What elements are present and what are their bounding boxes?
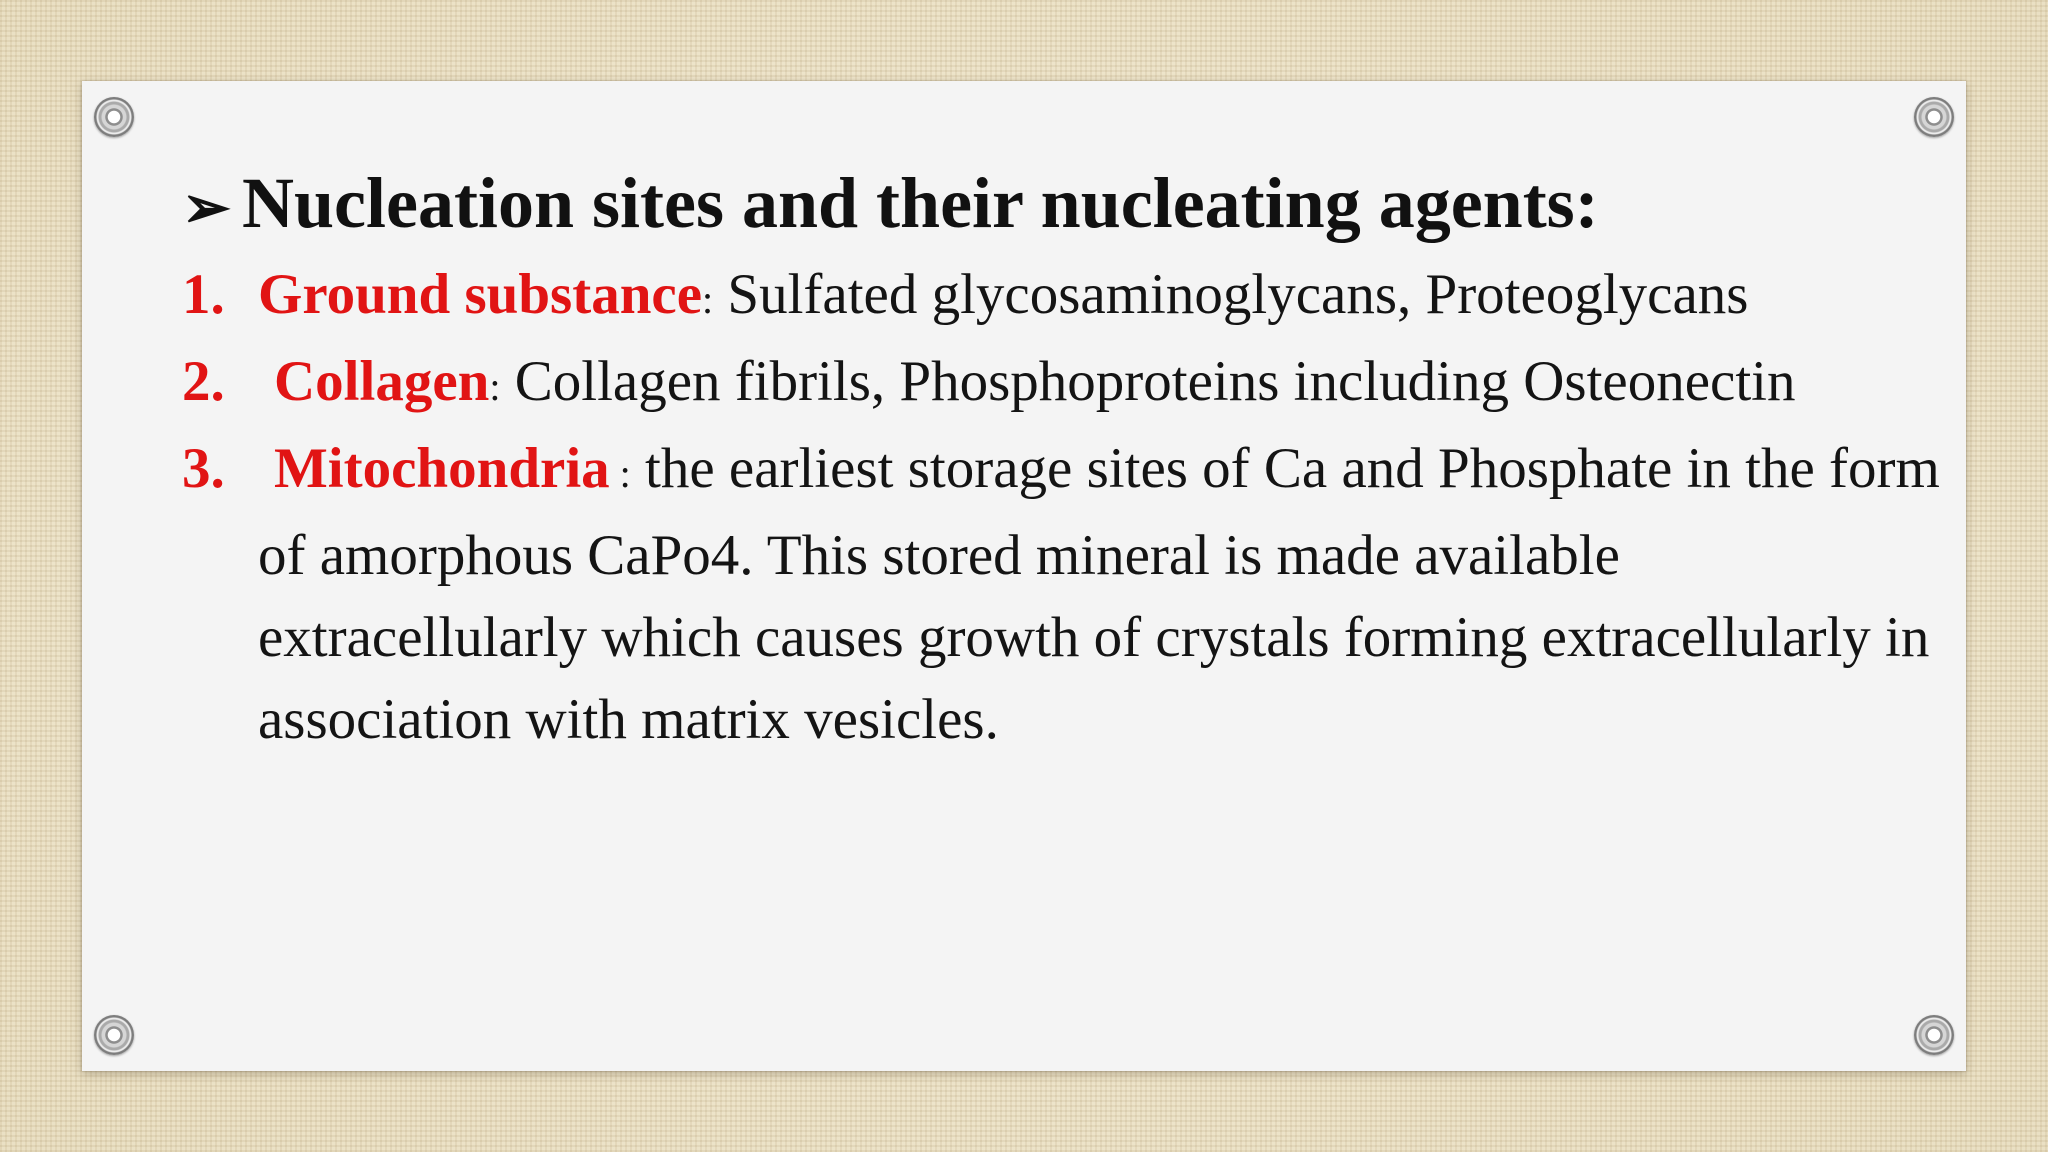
grommet-icon [1914, 1015, 1954, 1055]
item-term: Collagen [274, 350, 490, 413]
item-description: Collagen fibrils, Phosphoproteins including Osteonectin [500, 350, 1796, 413]
grommet-icon [94, 1015, 134, 1055]
item-separator: : [702, 277, 714, 322]
item-description: the earliest storage sites of Ca and Phosphate in the form of amorphous CaPo4. This stored mineral is made available extracellularly which causes growth of crystals forming extracellularly in association with matrix vesicles. [258, 437, 1940, 751]
item-description: Sulfated glycosaminoglycans, Proteoglycans [713, 263, 1749, 326]
list-item [182, 341, 1942, 428]
slide-title-text: Nucleation sites and their nucleating agents: [242, 163, 1599, 243]
grommet-icon [94, 97, 134, 137]
item-separator: : [609, 451, 631, 496]
item-number: 1. [182, 263, 225, 326]
list-item [182, 254, 1942, 341]
item-separator: : [489, 364, 501, 409]
arrow-bullet-icon: ➢ [182, 175, 231, 240]
grommet-icon [1914, 97, 1954, 137]
item-term: Mitochondria [274, 437, 610, 500]
item-number: 2. [182, 350, 225, 413]
item-number: 3. [182, 437, 225, 500]
slide-title [182, 157, 1942, 254]
slide-card [82, 81, 1966, 1071]
item-term: Ground substance [258, 263, 703, 326]
slide-content [182, 157, 1942, 761]
list-item [182, 428, 1942, 761]
